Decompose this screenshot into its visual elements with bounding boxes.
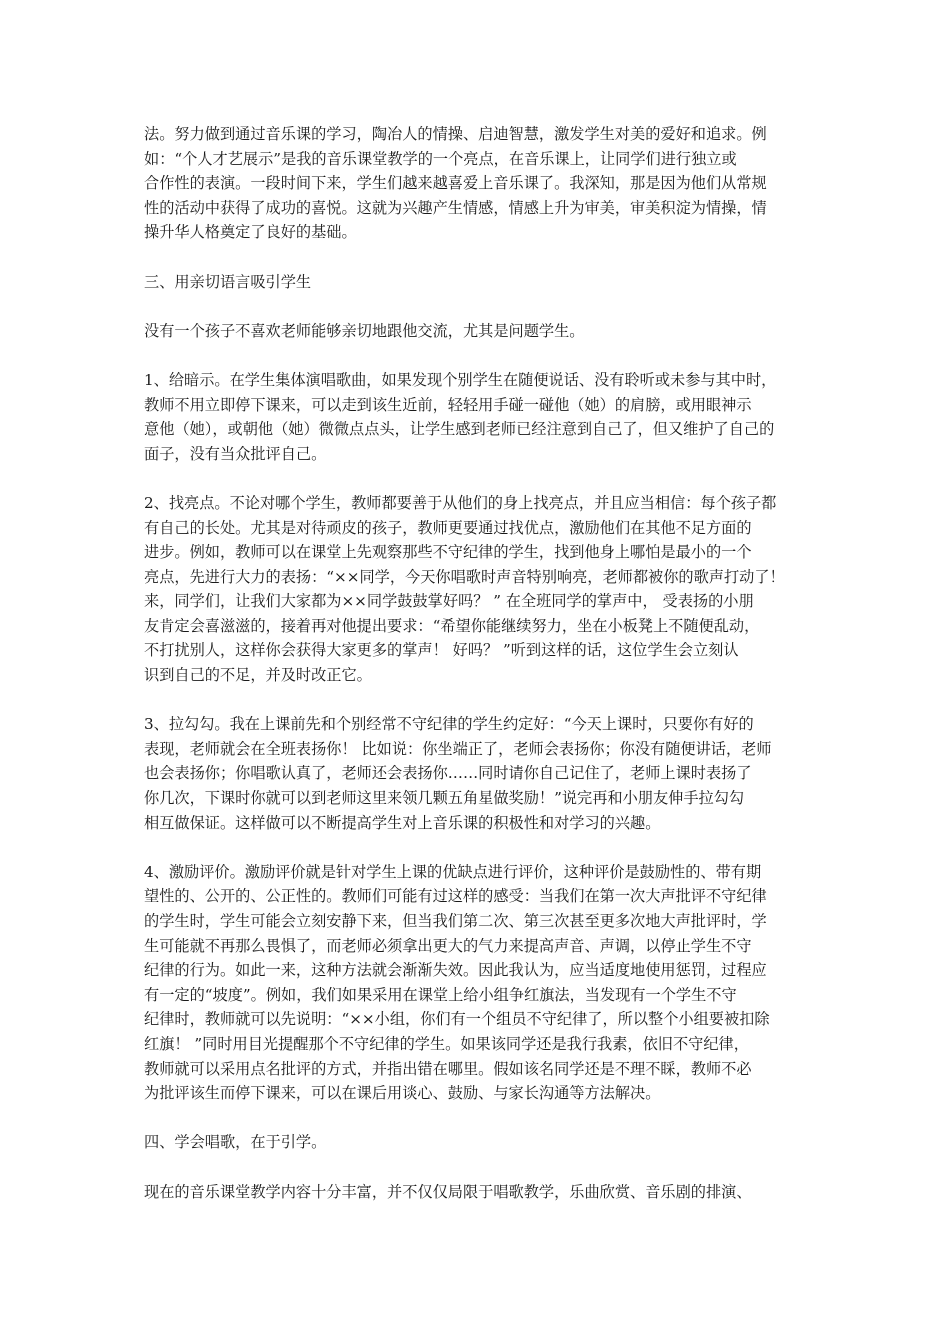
paragraph-section-four-start: 现在的音乐课堂教学内容十分丰富，并不仅仅局限于唱歌教学，乐曲欣赏、音乐剧的排演、	[144, 1182, 752, 1201]
paragraph-section-three-intro: 没有一个孩子不喜欢老师能够亲切地跟他交流，尤其是问题学生。	[144, 321, 585, 340]
section-heading-three: 三、用亲切语言吸引学生	[144, 272, 312, 291]
paragraph-incentive-evaluation: 4、激励评价。激励评价就是针对学生上课的优缺点进行评价，这种评价是鼓励性的、带有期 望性的、公开的、公正性的。教师们可能有过这样的感受：当我们在第一次大声批评不守纪律 的学生时，学生可能会立刻安静下来，但当我们第二次、第三次甚至更多次地大声批评时，学 生可能就不再那么畏惧了，而老师必须拿出更大的气力来提高声音、声调，以停止学生不守 纪律的行为。如此一来，这种方法就会渐渐失效。因此我认为，应当适度地使用惩罚，过程应 有一定的“坡度”。例如，我们如果采用在课堂上给小组争红旗法，当发现有一个学生不守 纪律时，教师就可以先说明：“××小组，你们有一个组员不守纪律了，所以整个小组要被扣除 红旗！ ”同时用目光提醒那个不守纪律的学生。如果该同学还是我行我素，依旧不守纪律， 教师就可以采用点名批评的方式，并指出错在哪里。假如该名同学还是不理不睬，教师不必 为批评该生而停下课来，可以在课后用谈心、鼓励、与家长沟通等方法解决。	[144, 862, 770, 1103]
section-heading-four: 四、学会唱歌，在于引学。	[144, 1133, 327, 1152]
paragraph-intro-continuation: 法。努力做到通过音乐课的学习，陶冶人的情操、启迪智慧，激发学生对美的爱好和追求。例 如：“个人才艺展示”是我的音乐课堂教学的一个亮点，在音乐课上，让同学们进行独立或 合作性的表演。一段时间下来，学生们越来越喜爱上音乐课了。我深知，那是因为他们从常规 性的活动中获得了成功的喜悦。这就为兴趣产生情感，情感上升为审美，审美积淀为情操，情 操升华人格奠定了良好的基础。	[144, 125, 767, 242]
document-page	[144, 122, 816, 1229]
paragraph-pinky-promise: 3、拉勾勾。我在上课前先和个别经常不守纪律的学生约定好：“今天上课时，只要你有好的 表现，老师就会在全班表扬你！ 比如说：你坐端正了，老师会表扬你；你没有随便讲话，老师 也会表扬你；你唱歌认真了，老师还会表扬你……同时请你自己记住了，老师上课时表扬了 你几次，下课时你就可以到老师这里来领几颗五角星做奖励！”说完再和小朋友伸手拉勾勾 相互做保证。这样做可以不断提高学生对上音乐课的积极性和对学习的兴趣。	[144, 715, 772, 832]
paragraph-hint: 1、给暗示。在学生集体演唱歌曲，如果发现个别学生在随便说话、没有聆听或未参与其中时， 教师不用立即停下课来，可以走到该生近前，轻轻用手碰一碰他（她）的肩膀，或用眼神示 意他（她），或朝他（她）微微点点头，让学生感到老师已经注意到自己了，但又维护了自己的 面子，没有当众批评自己。	[144, 370, 777, 463]
paragraph-find-highlights: 2、找亮点。不论对哪个学生，教师都要善于从他们的身上找亮点，并且应当相信：每个孩子都 有自己的长处。尤其是对待顽皮的孩子，教师更要通过找优点，激励他们在其他不足方面的 进步。例如，教师可以在课堂上先观察那些不守纪律的学生，找到他身上哪怕是最小的一个 亮点，先进行大力的表扬：“××同学，今天你唱歌时声音特别响亮，老师都被你的歌声打动了！ 来，同学们，让我们大家都为××同学鼓鼓掌好吗？ ” 在全班同学的掌声中， 受表扬的小朋 友肯定会喜滋滋的，接着再对他提出要求：“希望你能继续努力，坐在小板凳上不随便乱动， 不打扰别人，这样你会获得大家更多的掌声！ 好吗？ ”听到这样的话，这位学生会立刻认 识到自己的不足，并及时改正它。	[144, 493, 785, 685]
